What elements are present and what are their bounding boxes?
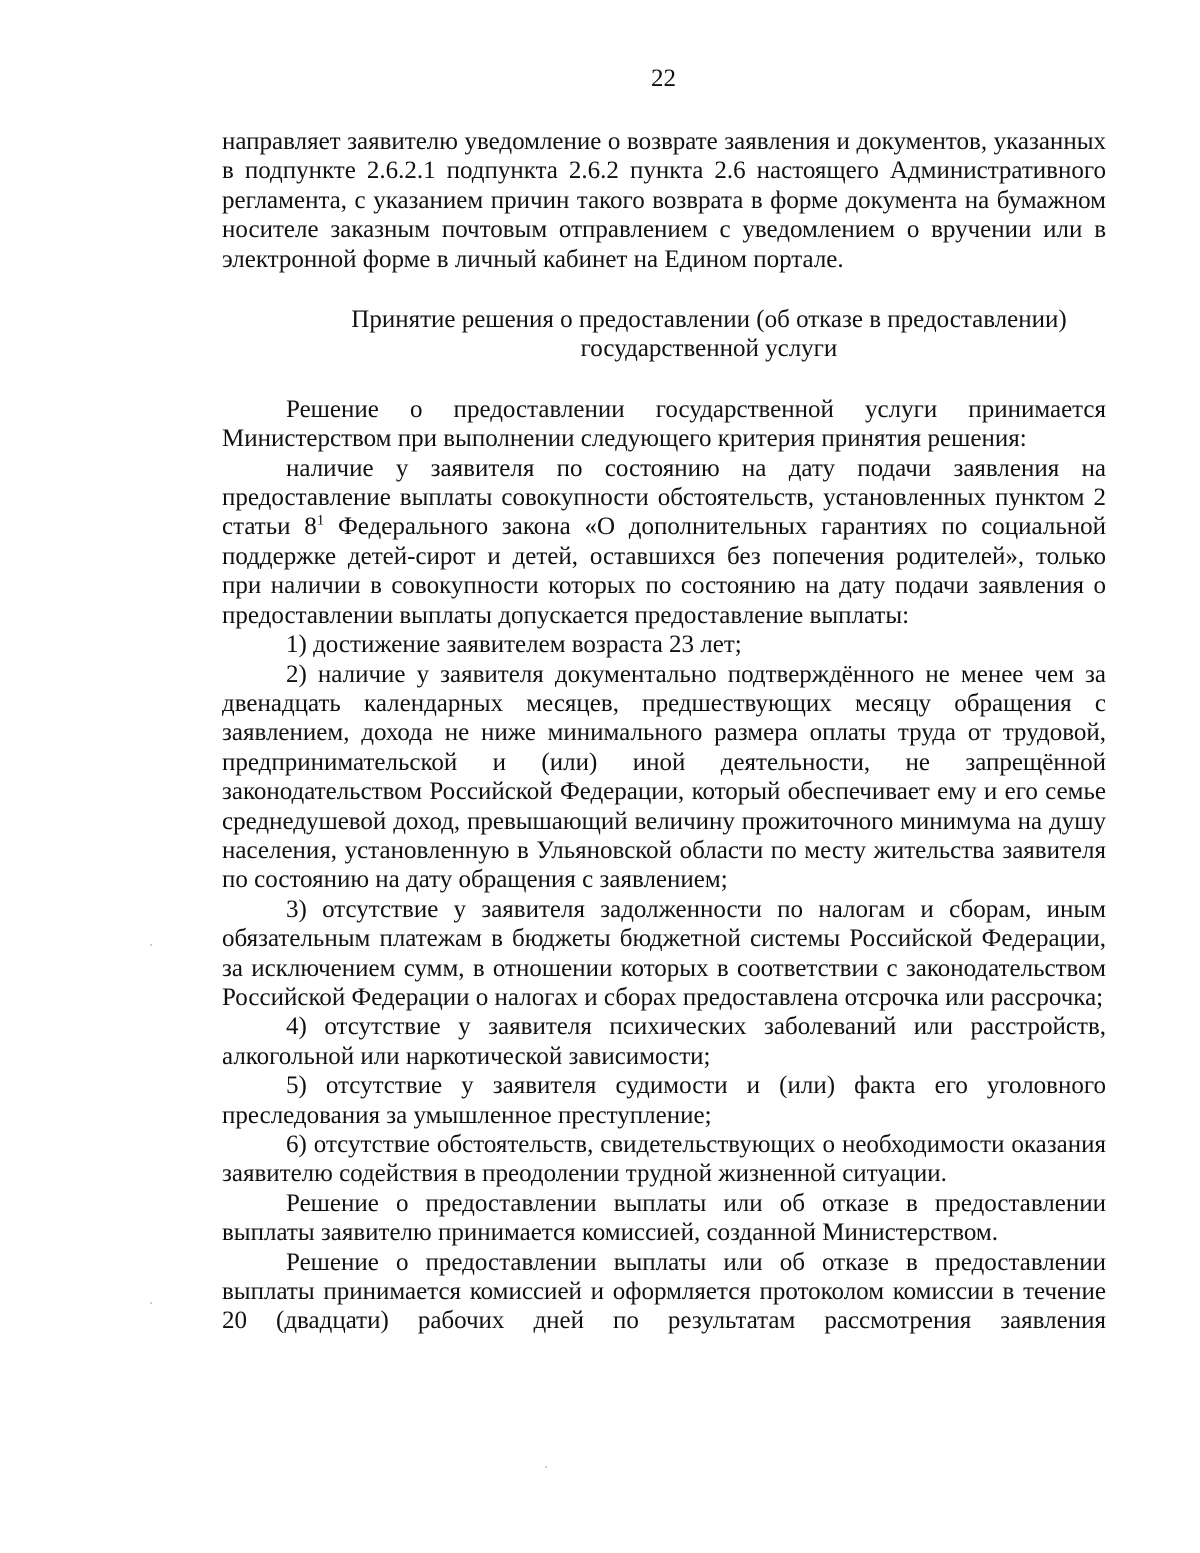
criterion-item-6: 6) отсутствие обстоятельств, свидетельствующих о необходимости оказания заявителю содействия в преодолении трудной жизненной ситуации.	[222, 1131, 1106, 1188]
section-heading-line-2: государственной услуги	[580, 335, 838, 363]
page-number: 22	[651, 65, 676, 92]
scan-speck	[545, 1466, 547, 1468]
criterion-item-3: 3) отсутствие у заявителя задолженности по налогам и сборам, иным обязательным платежам в бюджеты бюджетной системы Российской Федерации, за исключением сумм, в отношении которых в соответствии с законодательством Российской Федерации о налогах и сборах предоставлена отсрочка или рассрочка;	[222, 895, 1106, 1011]
criteria-paragraph	[222, 454, 1106, 630]
document-body	[222, 127, 1106, 1336]
section-heading-line-1: Принятие решения о предоставлении (об отказе в предоставлении)	[351, 306, 1067, 334]
decision-paragraph: Решение о предоставлении государственной услуги принимается Министерством при выполнении следующего критерия принятия решения:	[222, 395, 1106, 453]
intro-paragraph: направляет заявителю уведомление о возврате заявления и документов, указанных в подпункте 2.6.2.1 подпункта 2.6.2 пункта 2.6 настоящего Административного регламента, с указанием причин такого возврата в форме документа на бумажном носителе заказным почтовым отправлением с уведомлением о вручении или в электронной форме в личный кабинет на Едином портале.	[222, 128, 1106, 273]
article-superscript: 1	[316, 513, 325, 530]
scan-speck	[150, 944, 152, 946]
section-heading	[222, 305, 1106, 364]
scan-speck	[150, 1302, 152, 1304]
criteria-text-end: Федерального закона «О дополнительных гарантиях по социальной поддержке детей-сирот и детей, оставшихся без попечения родителей», только при наличии в совокупности которых по состоянию на дату подачи заявления о предоставлении выплаты допускается предоставление выплаты:	[222, 513, 1106, 629]
commission-paragraph: Решение о предоставлении выплаты или об отказе в предоставлении выплаты заявителю принимается комиссией, созданной Министерством.	[222, 1189, 1106, 1247]
protocol-paragraph: Решение о предоставлении выплаты или об отказе в предоставлении выплаты принимается комиссией и оформляется протоколом комиссии в течение 20 (двадцати) рабочих дней по результатам рассмотрения заявления	[222, 1248, 1106, 1335]
criterion-item-5: 5) отсутствие у заявителя судимости и (или) факта его уголовного преследования за умышленное преступление;	[222, 1072, 1106, 1129]
criterion-item-4: 4) отсутствие у заявителя психических заболеваний или расстройств, алкогольной или наркотической зависимости;	[222, 1013, 1106, 1070]
criteria-text-start: наличие у заявителя по состоянию на дату подачи заявления на предоставление выплаты совокупности обстоятельств, установленных пунктом 2 статьи 8	[222, 454, 1106, 541]
criterion-item-1: 1) достижение заявителем возраста 23 лет;	[286, 631, 742, 659]
criterion-item-2: 2) наличие у заявителя документально подтверждённого не менее чем за двенадцать календарных месяцев, предшествующих месяцу обращения с заявлением, дохода не ниже минимального размера оплаты труда от трудовой, предпринимательской и (или) иной деятельности, не запрещённой законодательством Российской Федерации, который обеспечивает ему и его семье среднедушевой доход, превышающий величину прожиточного минимума на душу населения, установленную в Ульяновской области по месту жительства заявителя по состоянию на дату обращения с заявлением;	[222, 660, 1106, 894]
